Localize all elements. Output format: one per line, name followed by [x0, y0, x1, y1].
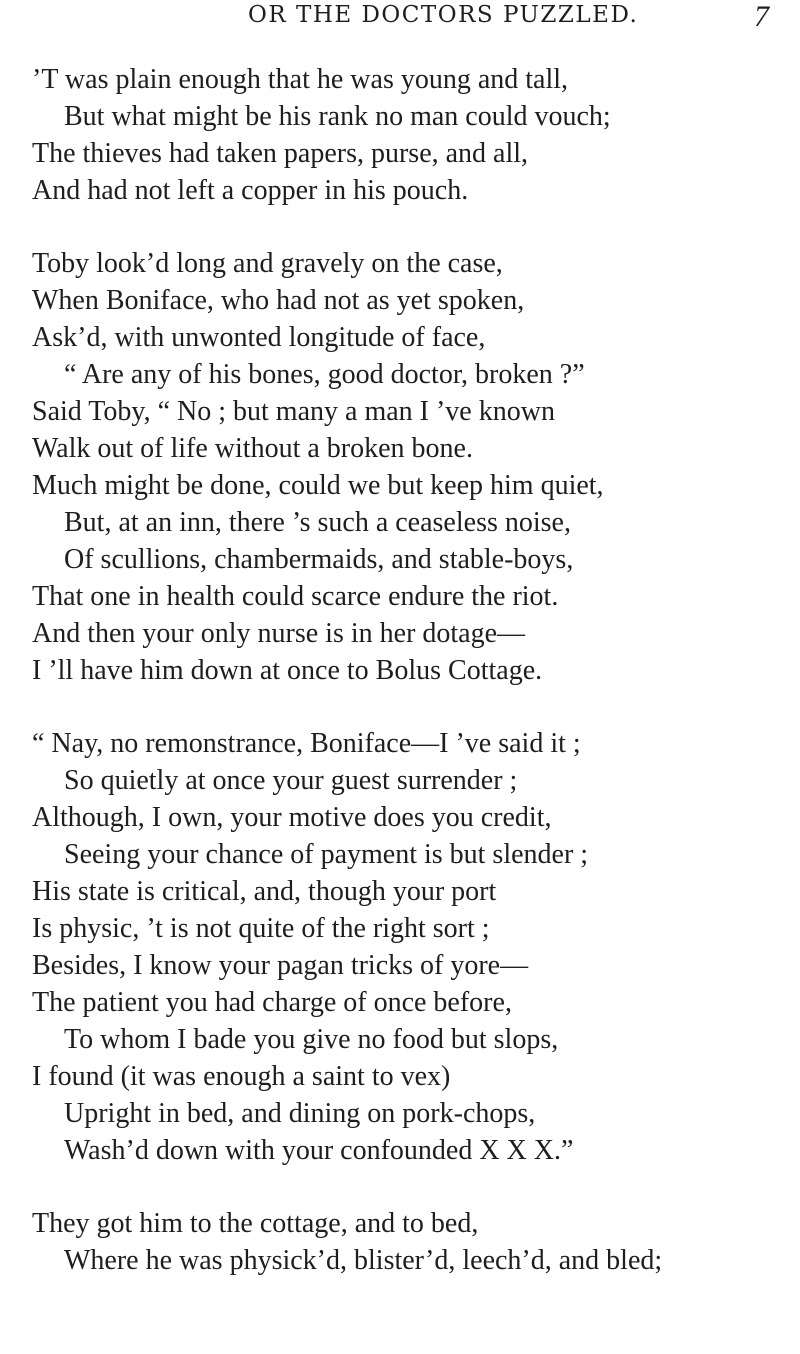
verse-line: The patient you had charge of once before, [32, 987, 512, 1018]
verse-line: “ Are any of his bones, good doctor, broken ?” [64, 359, 585, 390]
verse-line: Of scullions, chambermaids, and stable-boys, [64, 544, 574, 575]
verse-line: They got him to the cottage, and to bed, [32, 1208, 479, 1239]
verse-line: Ask’d, with unwonted longitude of face, [32, 322, 486, 353]
verse-line: And had not left a copper in his pouch. [32, 175, 469, 206]
stanza-3 [0, 725, 800, 1169]
stanza-1 [0, 61, 800, 209]
verse-line: Toby look’d long and gravely on the case, [32, 248, 503, 279]
verse-line: The thieves had taken papers, purse, and all, [32, 138, 529, 169]
verse-line: And then your only nurse is in her dotage— [32, 618, 526, 649]
verse-line: To whom I bade you give no food but slops, [64, 1024, 559, 1055]
verse-line: ’T was plain enough that he was young and tall, [32, 64, 569, 95]
verse-line: Seeing your chance of payment is but slender ; [64, 839, 589, 870]
verse-line: Said Toby, “ No ; but many a man I ’ve known [32, 396, 555, 427]
verse-line: Upright in bed, and dining on pork-chops, [64, 1098, 536, 1129]
verse-line: But, at an inn, there ’s such a ceaseless noise, [64, 507, 571, 538]
verse-line: Much might be done, could we but keep him quiet, [32, 470, 604, 501]
verse-line: Wash’d down with your confounded X X X.” [64, 1135, 574, 1166]
verse-line: “ Nay, no remonstrance, Boniface—I ’ve said it ; [32, 728, 581, 759]
verse-line: Is physic, ’t is not quite of the right sort ; [32, 913, 490, 944]
verse-line: But what might be his rank no man could vouch; [64, 101, 611, 132]
stanza-2 [0, 245, 800, 689]
stanza-4 [0, 1205, 800, 1279]
running-head: OR THE DOCTORS PUZZLED. [248, 2, 639, 28]
page-number: 7 [754, 0, 769, 33]
verse-line: Walk out of life without a broken bone. [32, 433, 473, 464]
verse-line: I ’ll have him down at once to Bolus Cottage. [32, 655, 543, 686]
verse-line: So quietly at once your guest surrender ; [64, 765, 518, 796]
verse-line: Where he was physick’d, blister’d, leech’d, and bled; [64, 1245, 663, 1276]
poem-text [0, 61, 800, 1315]
verse-line: Besides, I know your pagan tricks of yore— [32, 950, 529, 981]
verse-line: When Boniface, who had not as yet spoken, [32, 285, 525, 316]
verse-line: Although, I own, your motive does you credit, [32, 802, 552, 833]
verse-line: His state is critical, and, though your port [32, 876, 497, 907]
verse-line: That one in health could scarce endure the riot. [32, 581, 559, 612]
verse-line: I found (it was enough a saint to vex) [32, 1061, 451, 1092]
